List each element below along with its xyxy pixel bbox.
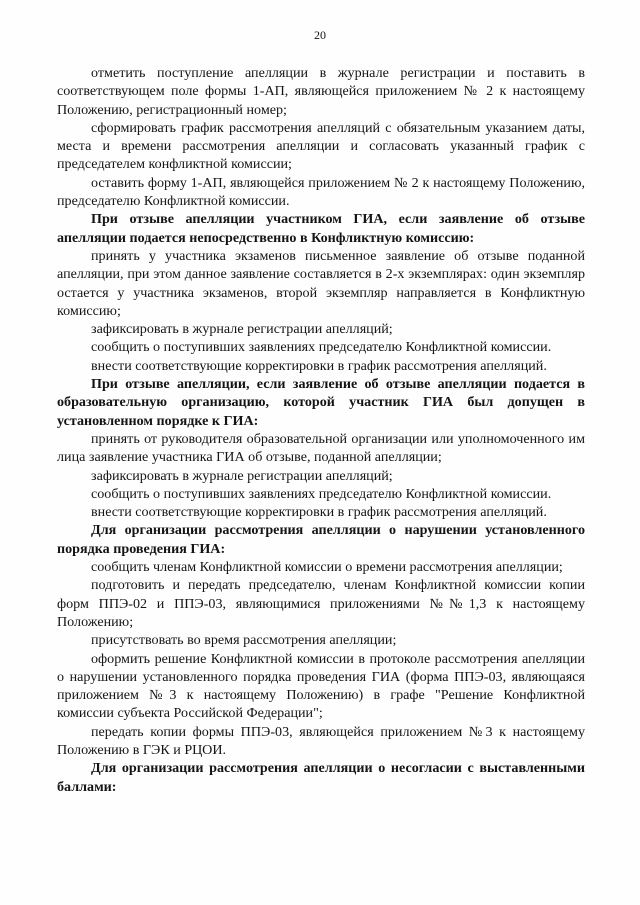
- section-heading: Для организации рассмотрения апелляции о несогласии с выставленными баллами:: [57, 760, 585, 795]
- paragraph: внести соответствующие корректировки в график рассмотрения апелляций.: [91, 357, 547, 374]
- paragraph: принять от руководителя образовательной организации или уполномоченного им лица заявление участника ГИА об отзыве, поданной апелляции;: [57, 430, 585, 466]
- paragraph: сообщить членам Конфликтной комиссии о времени рассмотрения апелляции;: [91, 559, 563, 576]
- paragraph: сообщить о поступивших заявлениях председателю Конфликтной комиссии.: [91, 485, 552, 502]
- paragraph: сформировать график рассмотрения апелляций с обязательным указанием даты, места и времени рассмотрения апелляции и согласовать указанный график с председателем конфликтной комиссии;: [57, 119, 585, 173]
- document-body: [57, 64, 585, 796]
- paragraph: подготовить и передать председателю, членам Конфликтной комиссии копии форм ППЭ-02 и ППЭ-03, являющимися приложениями №№1,3 к настоящему Положению;: [57, 577, 585, 630]
- paragraph: зафиксировать в журнале регистрации апелляций;: [91, 321, 393, 338]
- paragraph: отметить поступление апелляции в журнале регистрации и поставить в соответствующем поле формы 1-АП, являющейся приложением № 2 к настоящему Положению, регистрационный номер;: [57, 65, 585, 118]
- paragraph: принять у участника экзаменов письменное заявление об отзыве поданной апелляции, при этом данное заявление составляется в 2-х экземплярах: один экземпляр остается у участника экзаменов, второй экземпляр направляется в Конфликтную комиссию;: [57, 247, 585, 319]
- paragraph: зафиксировать в журнале регистрации апелляций;: [91, 467, 393, 484]
- paragraph: оформить решение Конфликтной комиссии в протоколе рассмотрения апелляции о нарушении установленного порядка проведения ГИА (форма ППЭ-03, являющаяся приложением №3 к настоящему Положению) в графе "Решение Конфликтной комиссии субъекта Российской Федерации";: [57, 650, 585, 722]
- paragraph: присутствовать во время рассмотрения апелляции;: [91, 632, 397, 649]
- page-number: 20: [314, 28, 326, 42]
- paragraph: внести соответствующие корректировки в график рассмотрения апелляций.: [91, 504, 547, 521]
- paragraph: передать копии формы ППЭ-03, являющейся приложением №3 к настоящему Положению в ГЭК и РЦОИ.: [57, 723, 585, 758]
- section-heading: Для организации рассмотрения апелляции о нарушении установленного порядка проведения ГИА:: [57, 522, 585, 557]
- paragraph: сообщить о поступивших заявлениях председателю Конфликтной комиссии.: [91, 339, 552, 356]
- paragraph: оставить форму 1-АП, являющейся приложением № 2 к настоящему Положению, председателю Конфликтной комиссии.: [57, 174, 585, 210]
- section-heading: При отзыве апелляции, если заявление об отзыве апелляции подается в образовательную организацию, которой участник ГИА был допущен в установленном порядке к ГИА:: [57, 376, 585, 429]
- section-heading: При отзыве апелляции участником ГИА, если заявление об отзыве апелляции подается непосредственно в Конфликтную комиссию:: [57, 211, 585, 246]
